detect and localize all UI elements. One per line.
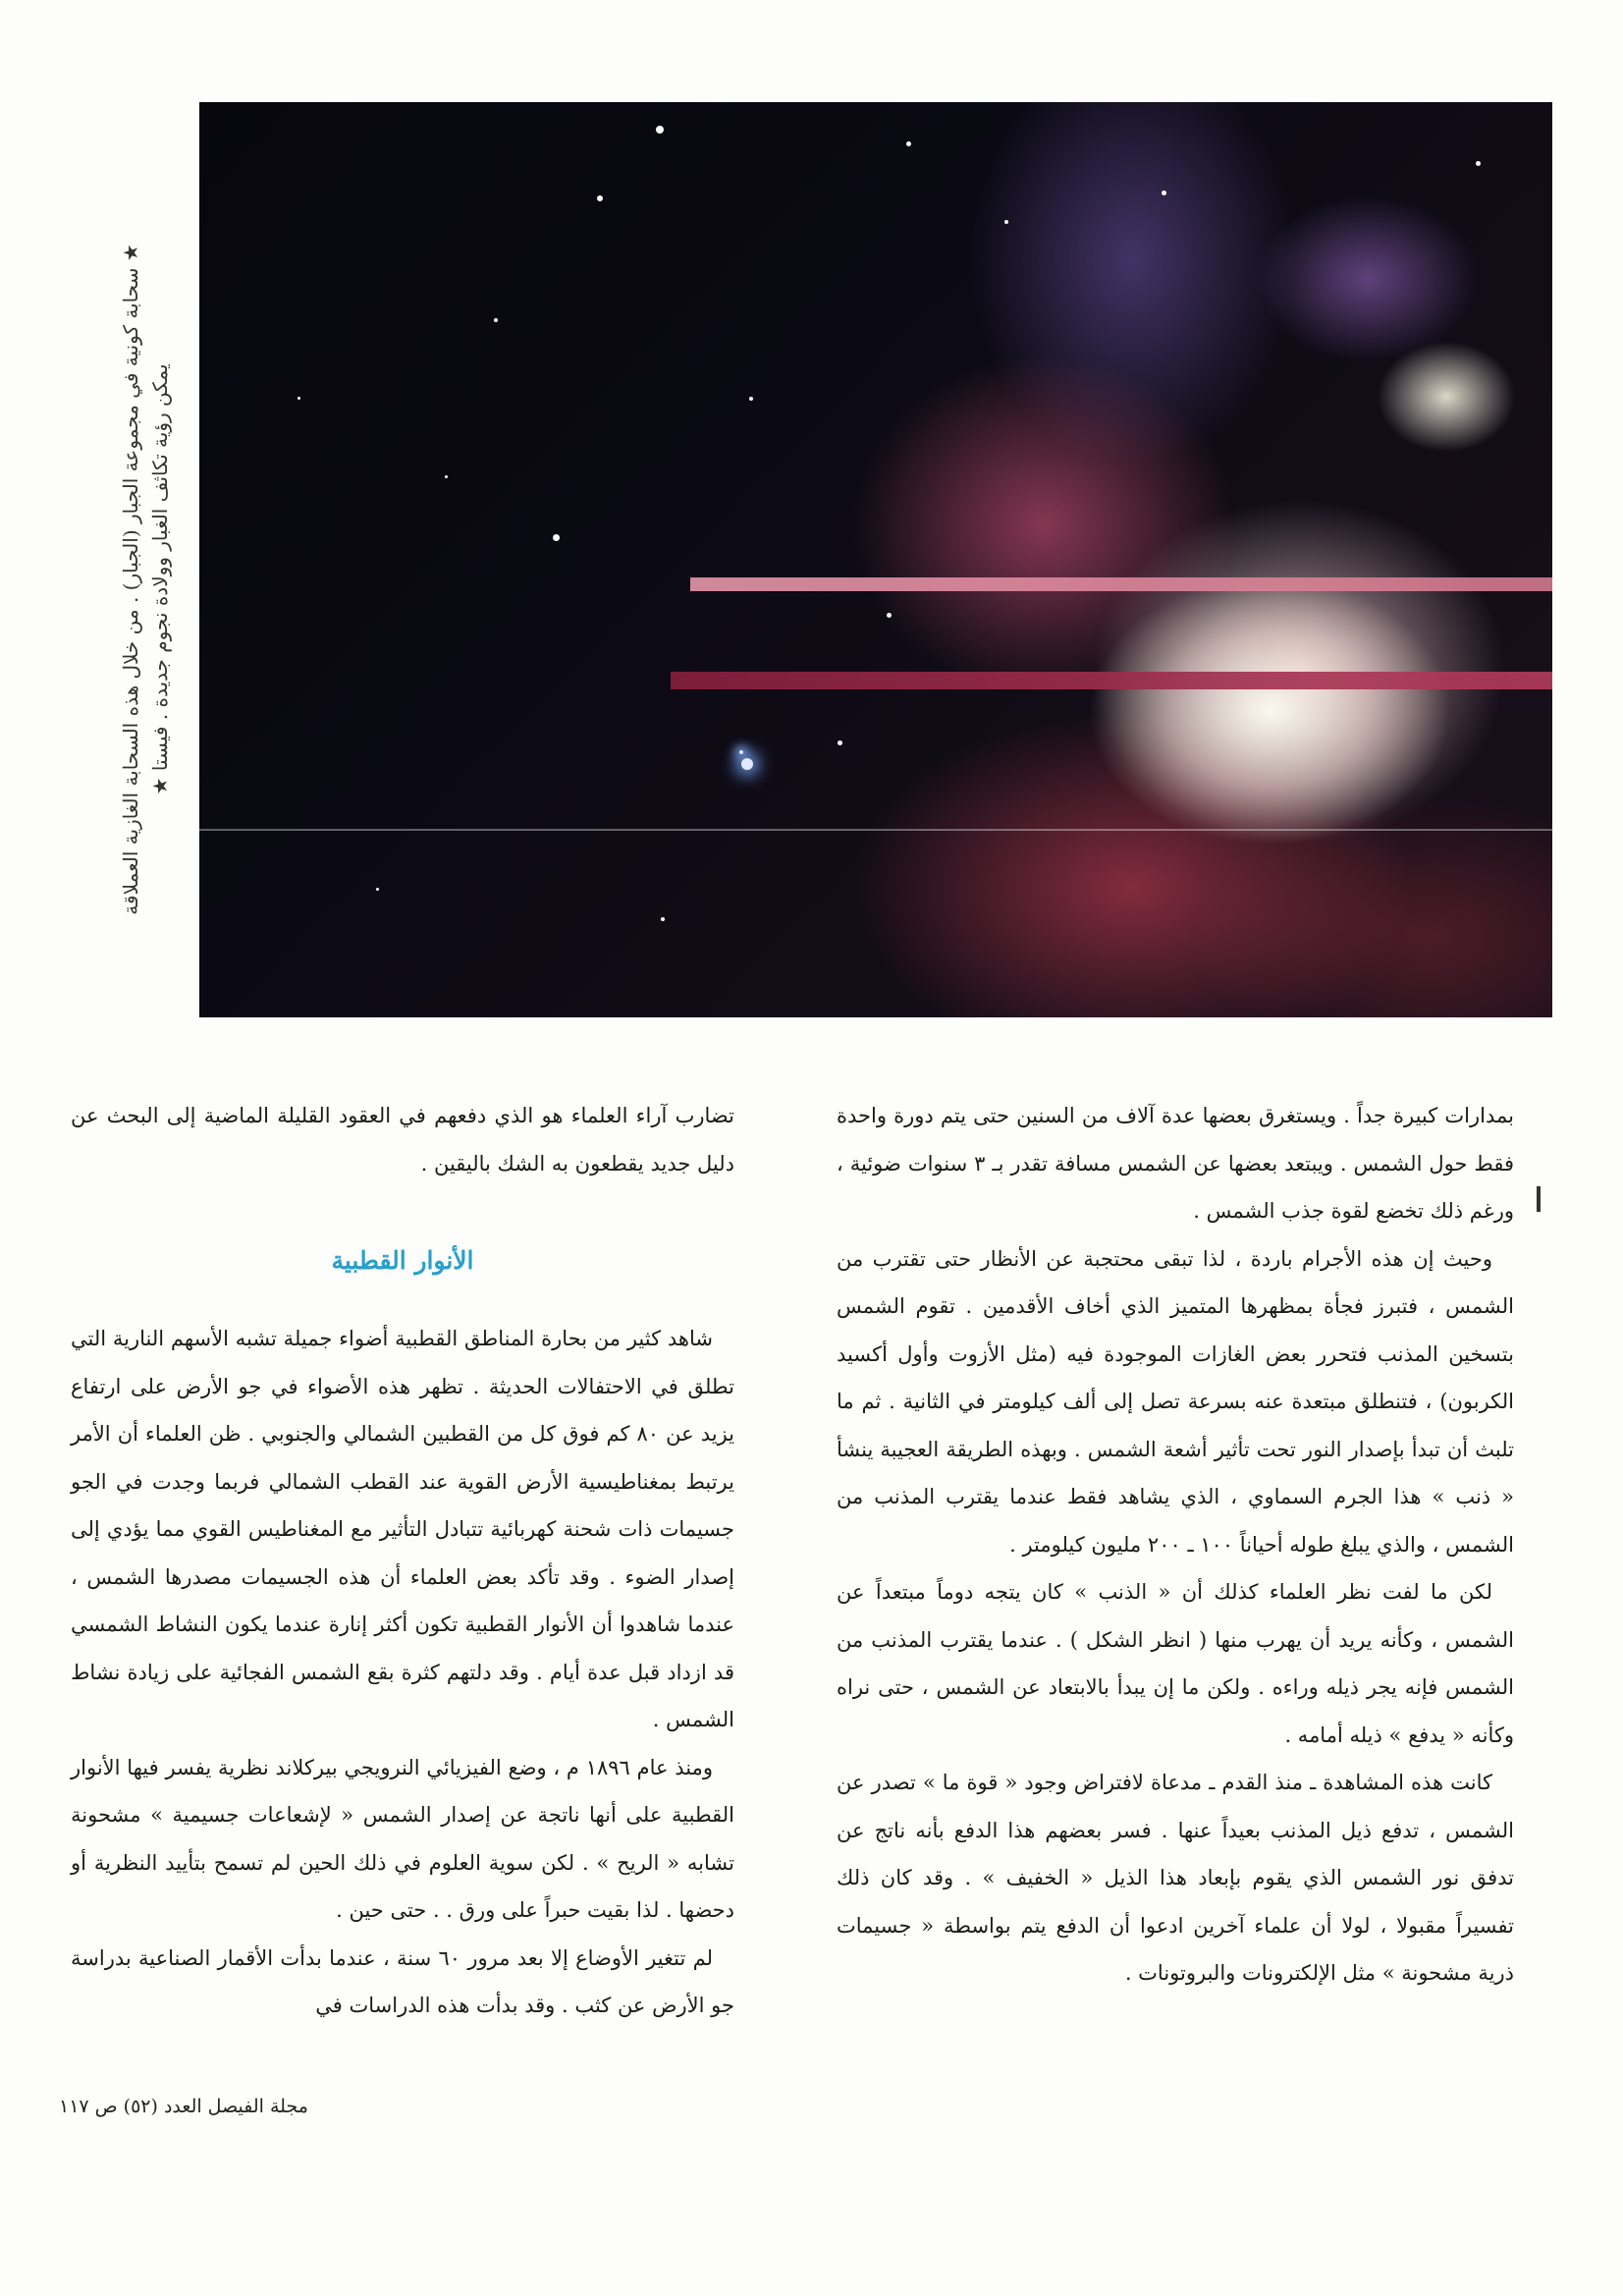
star	[739, 750, 743, 754]
paragraph: كانت هذه المشاهدة ـ منذ القدم ـ مدعاة لافتراض وجود « قوة ما » تصدر عن الشمس ، تدفع ذيل المذنب بعيداً عنها . فسر بعضهم هذا الدفع بأنه ناتج عن تدفق نور الشمس الذي يقوم بإبعاد هذا الذيل « الخفيف » . وقد كان ذلك تفسيراً مقبولا ، لولا أن علماء آخرين ادعوا أن الدفع يتم بواسطة « جسيمات ذرية مشحونة » مثل الإلكترونات والبروتونات .	[837, 1771, 1514, 1985]
star	[749, 397, 753, 401]
image-scanline	[199, 829, 1552, 831]
star	[661, 917, 665, 921]
star	[906, 141, 911, 146]
image-artifact-band	[671, 672, 1552, 689]
star	[1162, 191, 1166, 195]
star	[494, 318, 498, 322]
nebula-photo	[199, 102, 1552, 1017]
paragraph: شاهد كثير من بحارة المناطق القطبية أضواء جميلة تشبه الأسهم النارية التي تطلق في الاحتفالات الحديثة . تظهر هذه الأضواء في جو الأرض على ارتفاع يزيد عن ٨٠ كم فوق كل من القطبين الشمالي والجنوبي . ظن العلماء أن الأمر يرتبط بمغناطيسية الأرض القوية عند القطب الشمالي فربما وجدت في الجو جسيمات ذات شحنة كهربائية تتبادل التأثير مع المغناطيس القوي مما يؤدي إلى إصدار الضوء . وقد تأكد بعض العلماء أن هذه الجسيمات مصدرها الشمس ، عندما شاهدوا أن الأنوار القطبية تكون أكثر إنارة عندما يكون النشاط الشمسي قد ازداد قبل عدة أيام . وقد دلتهم كثرة بقع الشمس الفجائية على زيادة نشاط الشمس .	[71, 1327, 734, 1731]
star	[838, 740, 842, 745]
paragraph: لكن ما لفت نظر العلماء كذلك أن « الذنب » كان يتجه دوماً مبتعداً عن الشمس ، وكأنه يريد أن يهرب منها ( انظر الشكل ) . عندما يقترب المذنب من الشمس فإنه يجر ذيله وراءه . ولكن ما إن يبدأ بالابتعاد عن الشمس ، حتى نراه وكأنه « يدفع » ذيله أمامه .	[837, 1580, 1514, 1747]
paragraph: ومنذ عام ١٨٩٦ م ، وضع الفيزيائي النرويجي بيركلاند نظرية يفسر فيها الأنوار القطبية على أنها ناتجة عن إصدار الشمس « لإشعاعات جسيمية » مشحونة تشابه « الريح » . لكن سوية العلوم في ذلك الحين لم تسمح بتأييد النظرية أو دحضها . لذا بقيت حبراً على ورق . . حتى حين .	[71, 1755, 734, 1922]
star	[1004, 220, 1008, 224]
photo-caption	[116, 241, 175, 918]
star	[445, 475, 448, 478]
paragraph: لم تتغير الأوضاع إلا بعد مرور ٦٠ سنة ، عندما بدأت الأقمار الصناعية بدراسة جو الأرض عن كثب . وقد بدأت هذه الدراسات في	[71, 1945, 734, 2017]
article-column-left	[71, 1092, 734, 2030]
star	[298, 397, 300, 400]
image-artifact-band	[690, 577, 1552, 591]
star	[1476, 161, 1481, 166]
section-heading: الأنوار القطبية	[331, 1246, 474, 1275]
star	[376, 888, 379, 891]
photo-caption-text: ★ سحابة كونية في مجموعة الجبار (الجبار) . من خلال هذه السحابة الغازية العملاقة يمكن رؤية تكاثف الغبار وولادة نجوم جديدة . فيستا ★	[119, 244, 172, 915]
article-column-right	[837, 1092, 1514, 1997]
bright-blue-star	[741, 758, 753, 770]
page-footer: مجلة الفيصل العدد (٥٢) ص ١١٧	[59, 2096, 308, 2117]
edge-mark	[1537, 1186, 1541, 1212]
star	[597, 195, 603, 201]
paragraph: وحيث إن هذه الأجرام باردة ، لذا تبقى محتجبة عن الأنظار حتى تقترب من الشمس ، فتبرز فجأة بمظهرها المتميز الذي أخاف الأقدمين . تقوم الشمس بتسخين المذنب فتحرر بعض الغازات الموجودة فيه (مثل الأزوت وأول أكسيد الكربون) ، فتنطلق مبتعدة عنه بسرعة تصل إلى ألف كيلومتر في الثانية . ثم ما تلبث أن تبدأ بإصدار النور تحت تأثير أشعة الشمس . وبهذه الطريقة العجيبة ينشأ « ذنب » هذا الجرم السماوي ، الذي يشاهد فقط عندما يقترب المذنب من الشمس ، والذي يبلغ طوله أحياناً ١٠٠ ـ ٢٠٠ مليون كيلومتر .	[837, 1246, 1514, 1557]
star	[656, 126, 664, 134]
paragraph: تضارب آراء العلماء هو الذي دفعهم في العقود القليلة الماضية إلى البحث عن دليل جديد يقطعون به الشك باليقين .	[71, 1104, 734, 1175]
star	[553, 534, 560, 541]
star	[887, 613, 892, 618]
paragraph: بمدارات كبيرة جداً . ويستغرق بعضها عدة آلاف من السنين حتى يتم دورة واحدة فقط حول الشمس . ويبتعد بعضها عن الشمس مسافة تقدر بـ ٣ سنوات ضوئية ، ورغم ذلك تخضع لقوة جذب الشمس .	[837, 1104, 1515, 1223]
